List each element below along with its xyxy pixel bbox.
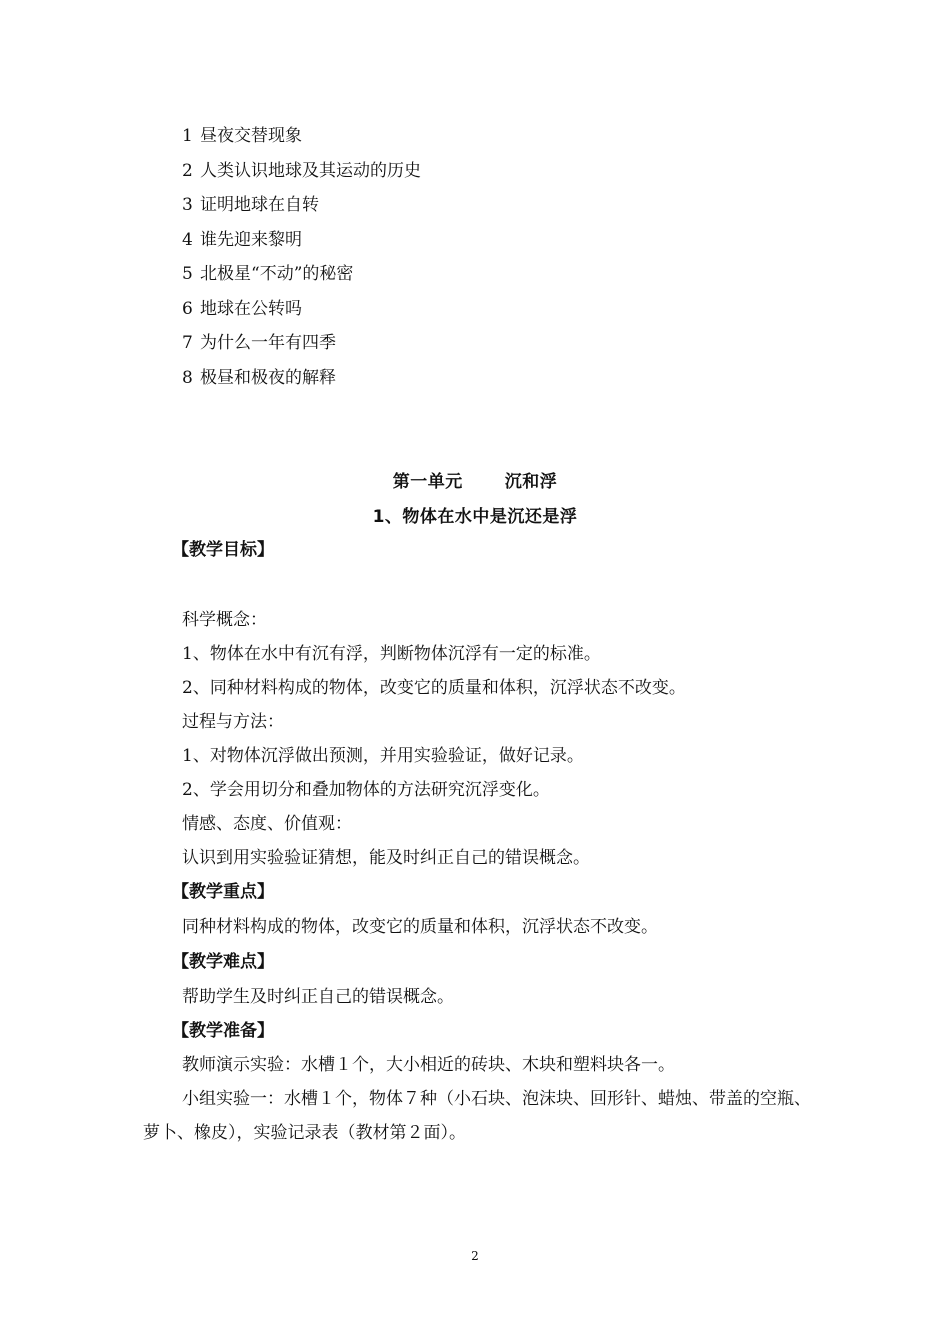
list-item <box>182 331 421 366</box>
concept-item: 1、物体在水中有沉有浮，判断物体沉浮有一定的标准。 <box>182 644 601 664</box>
list-item-number: 2 <box>182 160 193 181</box>
difficulty-text: 帮助学生及时纠正自己的错误概念。 <box>182 987 454 1007</box>
lesson-title: 1、物体在水中是沉还是浮 <box>372 507 578 527</box>
difficulty-heading: 【教学难点】 <box>172 952 274 972</box>
list-item-title: 昼夜交替现象 <box>200 126 302 146</box>
list-item-title: 北极星“不动”的秘密 <box>200 264 354 284</box>
process-item: 2、学会用切分和叠加物体的方法研究沉浮变化。 <box>182 780 550 800</box>
list-item <box>182 124 421 159</box>
list-item-title: 地球在公转吗 <box>200 298 302 319</box>
concept-item: 2、同种材料构成的物体，改变它的质量和体积，沉浮状态不改变。 <box>182 678 686 698</box>
teacher-demo-text: 教师演示实验：水槽１个，大小相近的砖块、木块和塑料块各一。 <box>182 1055 675 1075</box>
objectives-heading: 【教学目标】 <box>172 540 274 560</box>
key-points-text: 同种材料构成的物体，改变它的质量和体积，沉浮状态不改变。 <box>182 917 658 937</box>
unit-label: 第一单元 <box>392 472 463 492</box>
list-item-number: 6 <box>182 298 193 319</box>
list-item-number: 3 <box>182 195 193 215</box>
list-item <box>182 193 421 228</box>
process-item: 1、对物体沉浮做出预测，并用实验验证，做好记录。 <box>182 746 584 766</box>
list-item-title: 为什么一年有四季 <box>200 333 336 353</box>
emotion-text: 认识到用实验验证猜想，能及时纠正自己的错误概念。 <box>182 848 590 868</box>
list-item-number: 8 <box>182 367 193 388</box>
list-item-number: 7 <box>182 333 193 353</box>
emotion-label: 情感、态度、价值观： <box>182 814 352 834</box>
list-item <box>182 159 421 194</box>
list-item-number: 5 <box>182 264 193 284</box>
list-item-title: 谁先迎来黎明 <box>200 229 302 250</box>
page-number: 2 <box>471 1249 479 1263</box>
list-item <box>182 366 421 401</box>
preparation-heading: 【教学准备】 <box>172 1021 274 1041</box>
list-item-number: 4 <box>182 229 193 250</box>
unit-title <box>0 470 950 494</box>
list-item-title: 证明地球在自转 <box>200 195 319 215</box>
list-item <box>182 228 421 263</box>
list-item-title: 极昼和极夜的解释 <box>200 367 336 388</box>
list-item <box>182 297 421 332</box>
key-points-heading: 【教学重点】 <box>172 882 274 902</box>
unit-name: 沉和浮 <box>504 472 558 492</box>
chapter-list <box>182 124 421 400</box>
list-item-number: 1 <box>182 126 193 146</box>
group-experiment-text: 小组实验一：水槽１个，物体７种（小石块、泡沫块、回形针、蜡烛、带盖的空瓶、萝卜、橡皮），实验记录表（教材第２面）。 <box>143 1089 811 1143</box>
concepts-label: 科学概念： <box>182 610 267 630</box>
list-item-title: 人类认识地球及其运动的历史 <box>200 160 421 181</box>
process-label: 过程与方法： <box>182 712 284 732</box>
list-item <box>182 262 421 297</box>
